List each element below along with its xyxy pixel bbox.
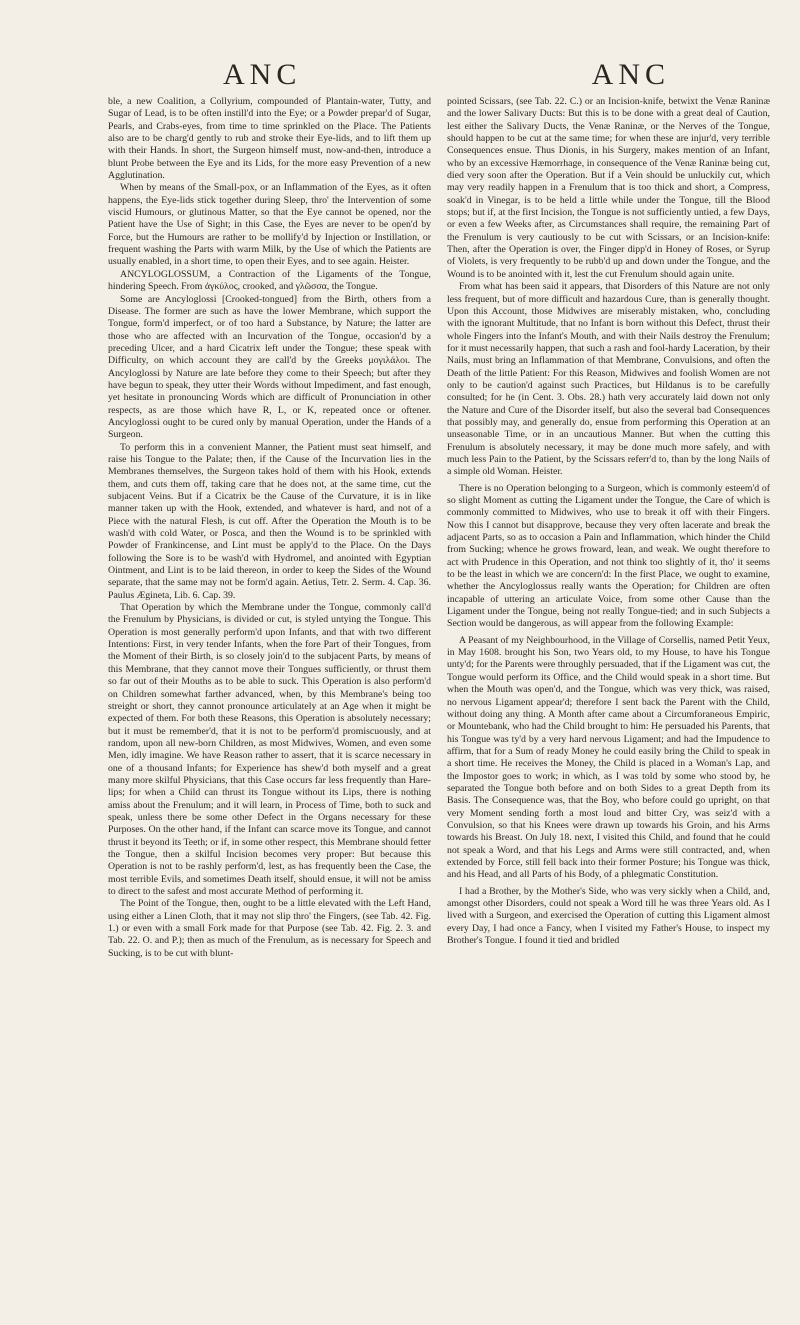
text-columns [108, 96, 770, 960]
paragraph: ble, a new Coalition, a Collyrium, compounded of Plantain-water, Tutty, and Sugar of Lead, is to be often instill'd into the Eye; or a Powder prepar'd of Sugar, Pearls, and Crabs-eyes, from time to time sprinkled on the Place. The Patients also are to be charg'd gently to rub and stroke their Eye-lids, and to lift them up with their Hands. In short, the Surgeon himself must, now-and-then, introduce a blunt Probe between the Eye and its Lids, for the more easy Prevention of a new Agglutination. [108, 96, 431, 182]
paragraph: I had a Brother, by the Mother's Side, who was very sickly when a Child, and, amongst other Disorders, could not speak a Word till he was three Years old. As I lived with a Surgeon, and exercised the Operation of cutting this Ligament almost every Day, I had once a Fancy, when I visited my Father's House, to inspect my Brother's Tongue. I found it tied and bridled [447, 885, 770, 947]
paragraph: From what has been said it appears, that Disorders of this Nature are not only less frequent, but of more difficult and hazardous Cure, than is generally thought. Upon this Account, those Midwives are miserably mistaken, who, concluding with the ignorant Multitude, that no Infant is born without this Defect, thrust their whole Fingers into the Infant's Mouth, and with their Nails destroy the Frenulum; for it must necessarily happen, that such a rash and fool-hardy Laceration, by their Nails, must bring an Inflammation of that Membrane, Convulsions, and often the Death of the little Patient: For this Reason, Midwives and foolish Women are not only to be caution'd against such Practices, but Hildanus is to be carefully consulted; for he (in Cent. 3. Obs. 28.) hath very accurately laid down not only the Nature and Cure of the Disorder itself, but also the several bad Consequences that possibly may, and generally do, ensue from performing this Operation at an unseasonable Time, or in an uncautious Manner. But when the cutting this Frenulum is absolutely necessary, it may be done much more safely, and with much less Pain to the Patient, by the Scissars referr'd to, than by the long Nails of a simple old Woman. Heister. [447, 281, 770, 478]
left-column [108, 96, 431, 960]
paragraph: ANCYLOGLOSSUM, a Contraction of the Ligaments of the Tongue, hindering Speech. From ἀγκύλος, crooked, and γλῶσσα, the Tongue. [108, 268, 431, 293]
paragraph: The Point of the Tongue, then, ought to be a little elevated with the Left Hand, using either a Linen Cloth, that it may not slip thro' the Fingers, (see Tab. 42. Fig. 1.) or even with a small Fork made for that Purpose (see Tab. 42. Fig. 2. 3. and Tab. 22. O. and P.); then as much of the Frenulum, as is necessary for Speech and Sucking, is to be cut with blunt- [108, 898, 431, 959]
paragraph: That Operation by which the Membrane under the Tongue, commonly call'd the Frenulum by Physicians, is divided or cut, is styled untying the Tongue. This Operation is most generally perform'd upon Infants, and that with two different Intentions: First, in very tender Infants, when the fore Part of their Tongues, from the Moment of their Birth, is so closely join'd to the subjacent Parts, by means of this Membrane, that they cannot move their Tongues sufficiently, or thrust them so far out of their Mouths as to be able to suck. This Operation is also perform'd on Children somewhat farther advanced, when, by this Membrane's being too streight or short, they cannot pronounce articulately at an Age when it might be expected of them. For both these Reasons, this Operation is absolutely necessary; but it must be remember'd, that it is not to be perform'd promiscuously, and at random, upon all new-born Children, as most Midwives, Women, and even some Men, idly imagine. We have Reason rather to assert, that it is scarce necessary in one of a thousand Infants; for Experience has shew'd both myself and a great many more skilful Physicians, that this Case occurs far less frequently than Hare-lips; for when a Child can thrust its Tongue without its Lips, there is nothing amiss about the Frenulum; and it will learn, in Process of Time, both to suck and speak, unless there be some other Defect in the Organs necessary for these Purposes. On the other hand, if the Infant can scarce move its Tongue, and cannot thrust it beyond its Teeth; or if, in some other respect, this Membrane should fetter the Tongue, then a skilful Incision becomes very proper: But because this Operation is not to be rashly perform'd, lest, as has frequently been the Case, the most terrible Evils, and sometimes Death itself, should ensue, it will not be amiss to direct to the safest and most accurate Method of performing it. [108, 602, 431, 897]
paragraph: Some are Ancyloglossi [Crooked-tongued] from the Birth, others from a Disease. The former are such as have the lower Membrane, which support the Tongue, form'd imperfect, or of too hard a Substance, by Nature; the latter are those who are affected with an Incurvation of the Tongue, occasion'd by a preceding Ulcer, and a hard Cicatrix left under the Tongue; these speak with Difficulty, on which account they are call'd by the Greeks μογιλάλοι. The Ancyloglossi by Nature are late before they come to their Speech; but after they have begun to speak, they utter their Words without Impediment, and fast enough, yet hesitate in pronouncing Words which are difficult of Pronunciation in other respects, as are those which have R, L, or K, repeated once or oftener. Ancyloglossi ought to be cured only by manual Operation, under the Hands of a Surgeon. [108, 293, 431, 441]
running-head-left: ANC [223, 58, 302, 91]
right-column [447, 96, 770, 960]
running-head [108, 58, 770, 92]
paragraph: To perform this in a convenient Manner, the Patient must seat himself, and raise his Tongue to the Palate; then, if the Cause of the Incurvation lies in the Membranes themselves, the Surgeon takes hold of them with his Hook, extends them, and cuts them off, taking care that he does not, at the same time, cut the subjacent Veins. But if a Cicatrix be the Cause of the Curvature, it is in like manner taken up with the Hook, extended, and whatever is hard, and not of a Piece with the natural Flesh, is cut off. After the Operation the Mouth is to be wash'd with cold Water, or Posca, and then the Wound is to be sprinkled with Powder of Frankincense, and Lint must be apply'd to the Place. On the Days following the Sore is to be wash'd with Hydromel, and anointed with Egyptian Ointment, and Lint is to be laid thereon, in order to keep the Sides of the Wound separate, that the same may not be form'd again. Aetius, Tetr. 2. Serm. 4. Cap. 36. Paulus Ægineta, Lib. 6. Cap. 39. [108, 441, 431, 601]
paragraph: pointed Scissars, (see Tab. 22. C.) or an Incision-knife, betwixt the Venæ Raninæ and the lower Salivary Ducts: But this is to be done with a great deal of Caution, lest either the Salivary Ducts, the Venæ Raninæ, or the Nerves of the Tongue, should happen to be cut at the same time; for when these are injur'd, very terrible Consequences ensue. Thus Dionis, in his Surgery, makes mention of an Infant, who by an excessive Hæmorrhage, in consequence of the Venæ Raninæ being cut, died very soon after the Operation. But if a Vein should be unluckily cut, which may very readily happen in a Frenulum that is too thick and short, a Compress, soak'd in Vinegar, is to be held a little while under the Tongue, till the Blood stops; but if, at the first Incision, the Tongue is not sufficiently untied, a few Days, or even a few Weeks after, as Circumstances shall require, the remaining Part of the Frenulum is very cautiously to be cut with Scissars, or an Incision-knife: Then, after the Operation is over, the Finger dipp'd in Honey of Roses, or Syrup of Violets, is very frequently to be rubb'd up and down under the Tongue, and the Wound is to be anointed with it, lest the cut Frenulum should again unite. [447, 96, 770, 280]
paragraph: A Peasant of my Neighbourhood, in the Village of Corsellis, named Petit Yeux, in May 1608. brought his Son, two Years old, to my House, to have his Tongue unty'd; for the Parents were throughly persuaded, that if the Ligament was cut, the Tongue would perform its Office, and the Child would speak in a short time. But when the Mouth was open'd, and the Tongue, which was very thick, was raised, no nervous Ligament appear'd; therefore I sent back the Parent with the Child, without doing any thing. A Month after came about a Circumforaneous Empiric, or Mountebank, who had the Child brought to him: He persuaded his Parents, that his Tongue was ty'd by a very hard nervous Ligament; and had the Impudence to affirm, that for a Sum of ready Money he could easily bring the Child to speak in a short time. He receives the Money, the Child is placed in a Woman's Lap, and the Impostor goes to work; in which, as I was told by some who stood by, he separated the Tongue both before and on both Sides to a great Depth from its Basis. The Consequence was, that the Boy, who before could go upright, on that very Moment sending forth a most loud and bitter Cry, was seiz'd with a Convulsion, so that his Knees were drawn up towards his Groin, and his Arms towards his Breast. On July 18. next, I visited this Child, and found that he could not speak a Word, and that his Legs and Arms were still contracted, and, when extended by Force, still fell back into their former Posture; his Tongue was thick, and his Head, and all Parts of his Body, of a phlegmatic Constitution. [447, 634, 770, 881]
paragraph: There is no Operation belonging to a Surgeon, which is commonly esteem'd of so slight Moment as cutting the Ligament under the Tongue, the Care of which is commonly committed to Midwives, who use to break it off with their Fingers. Now this I cannot but disapprove, because they very often lacerate and break the adjacent Parts, so as to occasion a Pain and Inflammation, which hinder the Child from Sucking; whence he grows froward, lean, and weak. We ought therefore to act with Prudence in this Operation, and not think too slightly of it, tho' it seems to be the least in which we are concern'd: In the first Place, we ought to examine, whether the Ancyloglossus really wants the Operation; for Children are often incapable of uttering an articulate Voice, from some other Cause than the Ligament under the Tongue, being not really Tongue-tied; and in such Subjects a Section would be dangerous, as will appear from the following Example: [447, 482, 770, 630]
paragraph: When by means of the Small-pox, or an Inflammation of the Eyes, as it often happens, the Eye-lids stick together during Sleep, thro' the Intervention of some viscid Humours, or glutinous Matter, so that the Eye cannot be opened, nor the Patient have the Use of Sight; in this Case, the Eyes are never to be open'd by Force, but the Humours are rather to be mollify'd by Injection or Instillation, or frequent washing the Parts with warm Milk, by the Use of which the Patients are usually enabled, in a short time, to open their Eyes, and to see again. Heister. [108, 182, 431, 268]
running-head-right: ANC [591, 58, 670, 91]
